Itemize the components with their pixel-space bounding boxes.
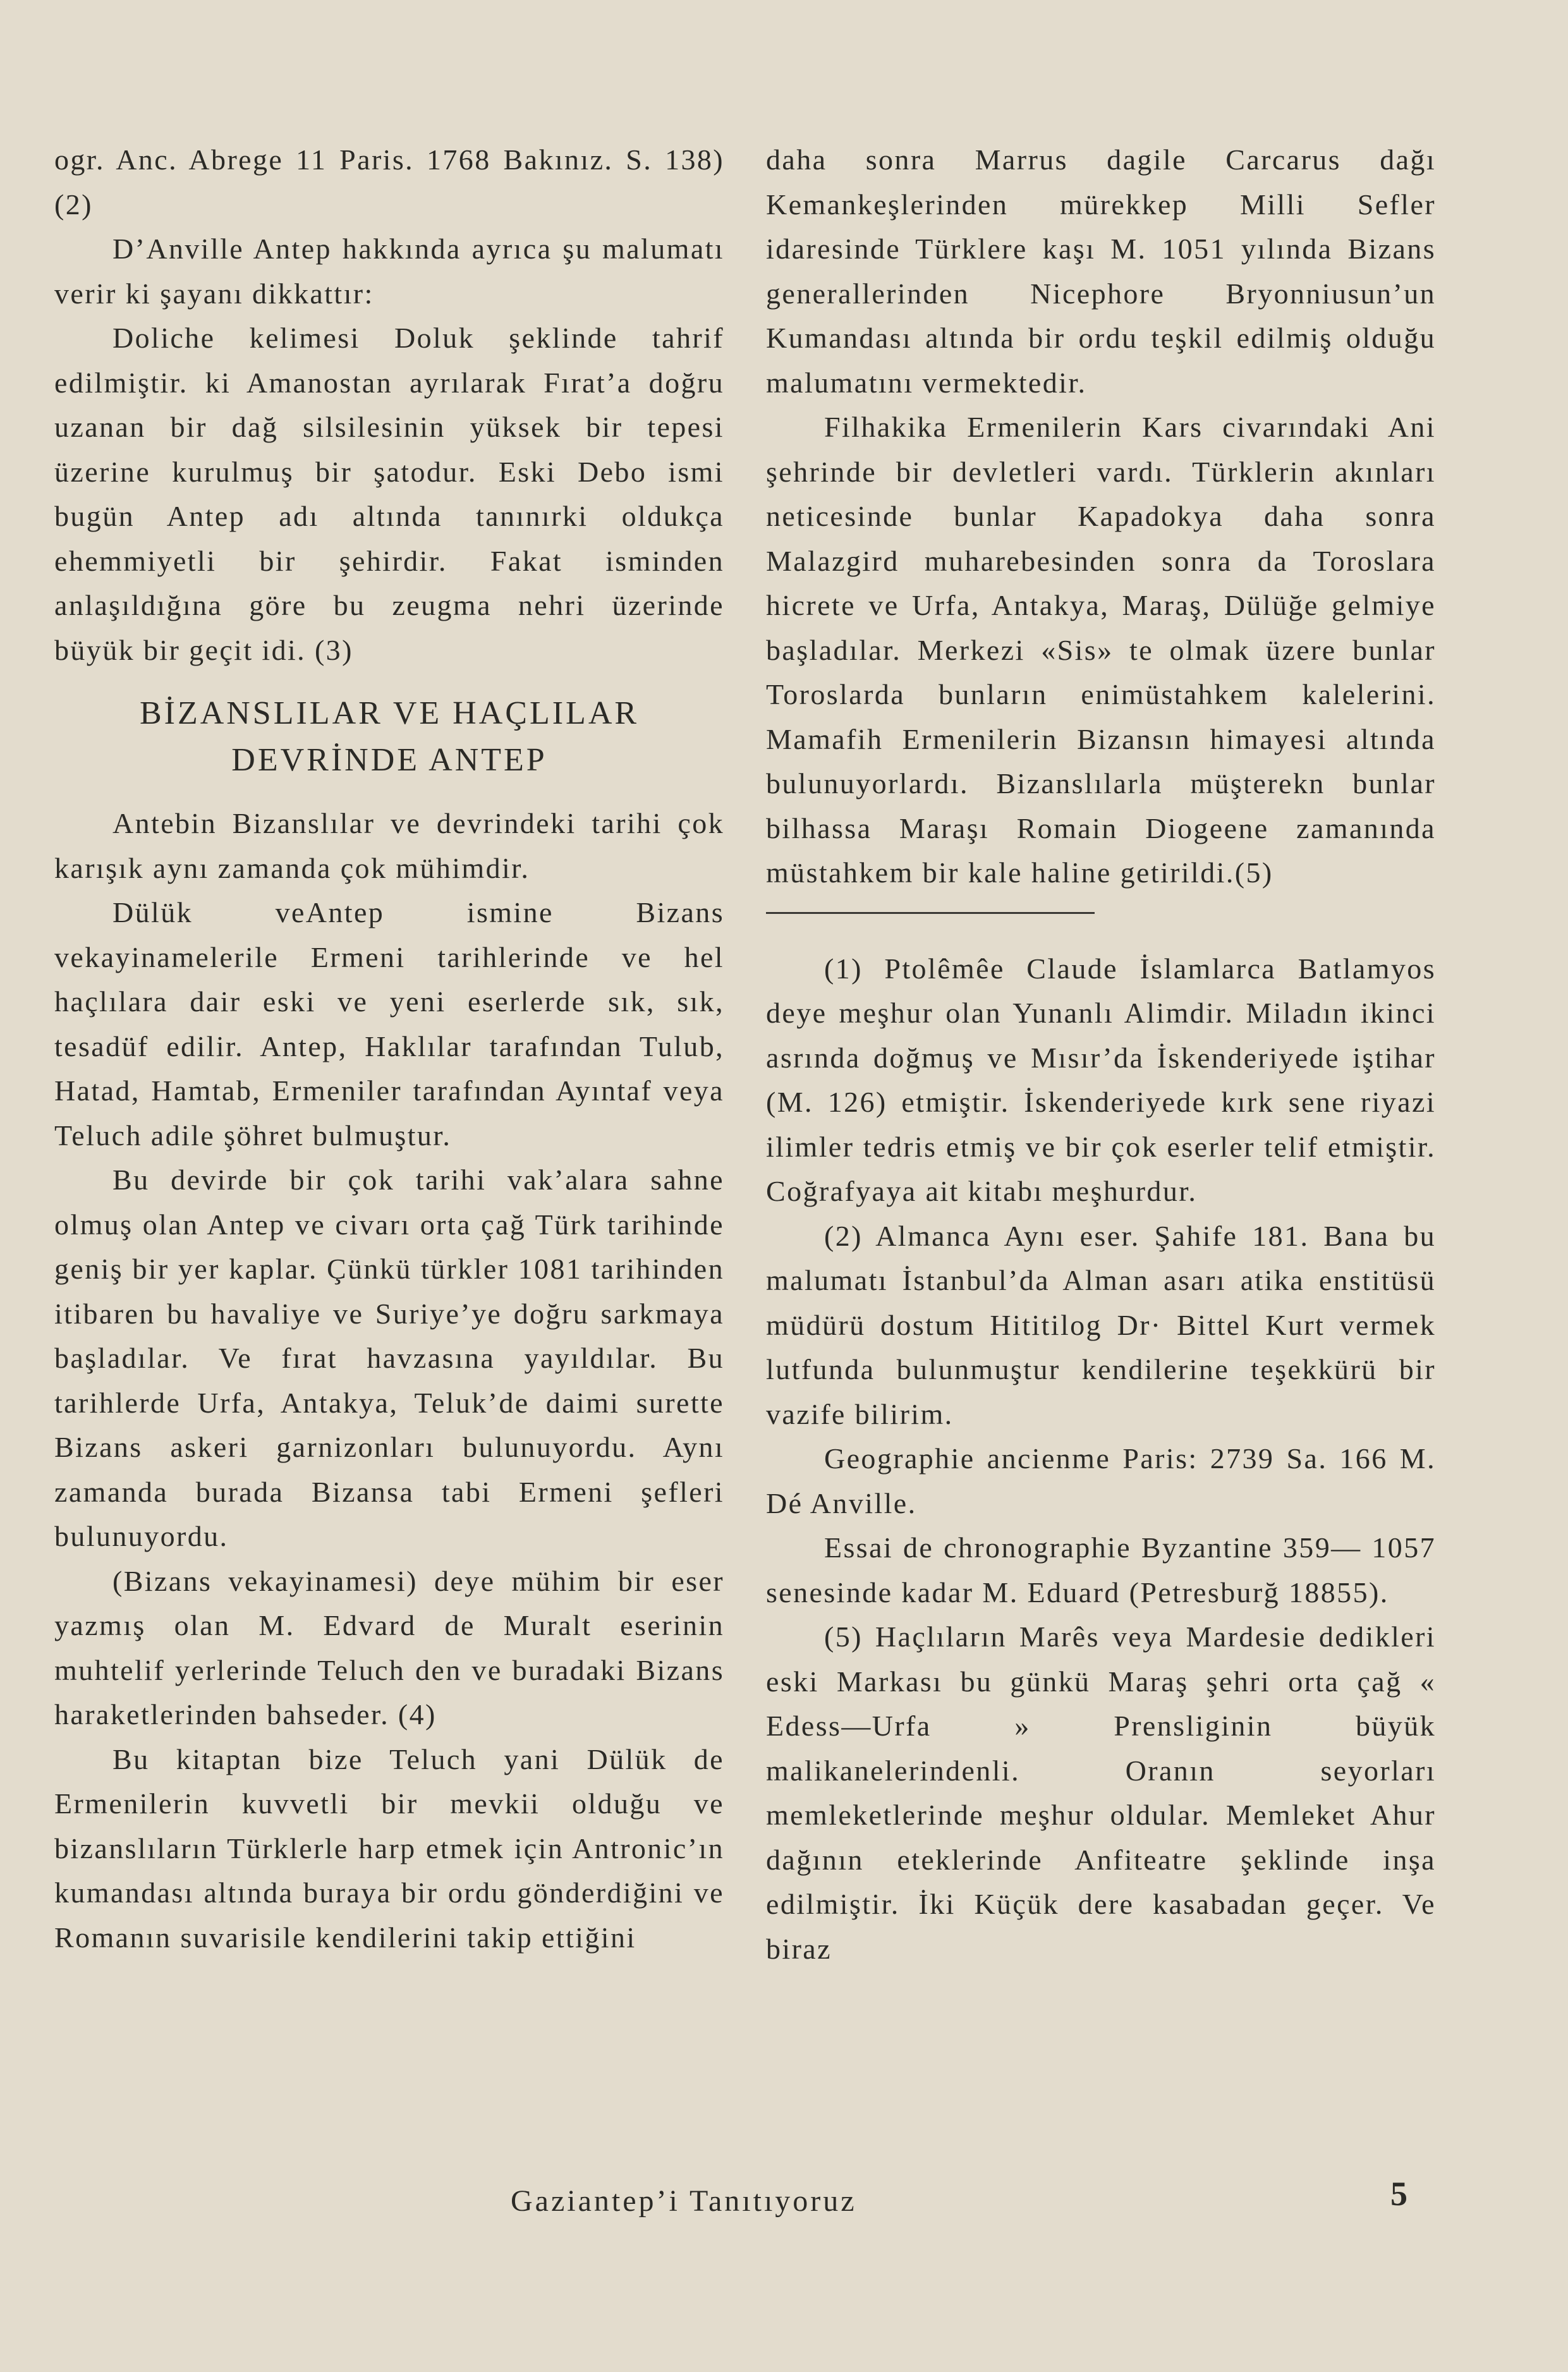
footnote: (5) Haçlıların Marês veya Mardesie dedikleri eski Markası bu günkü Maraş şehri orta çağ « Edess—Urfa » Prensliginin büyük malikanelerindenli. Oranın seyorları memleketlerinde meşhur oldular. Memleket Ahur dağının eteklerinde Anfiteatre şeklinde inşa edilmiştir. İki Küçük dere kasabadan geçer. Ve biraz — [766, 1621, 1436, 1965]
footnote: (2) Almanca Aynı eser. Şahife 181. Bana bu malumatı İstanbul’da Alman asarı atika enstitüsü müdürü dostum Hititilog Dr· Bittel Kurt vermek lutfunda bulunmuştur kendilerine teşekkürü bir vazife bilirim. — [766, 1219, 1436, 1430]
left-column — [54, 138, 724, 1960]
section-heading: BİZANSLILAR VE HAÇLILAR — [139, 695, 640, 731]
paragraph: ogr. Anc. Abrege 11 Paris. 1768 Bakınız. S. 138) (2) — [54, 143, 724, 221]
right-column — [766, 138, 1436, 1971]
footnote-divider — [766, 912, 1095, 914]
paragraph: Dülük veAntep ismine Bizans vekayinamelerile Ermeni tarihlerinde ve hel haçlılara dair eski ve yeni eserlerde sık, sık, tesadüf edilir. Antep, Haklılar tarafından Tulub, Hatad, Hamtab, Ermeniler tarafından Ayıntaf veya Teluch adile şöhret bulmuştur. — [54, 896, 724, 1152]
footnote: Geographie ancienme Paris: 2739 Sa. 166 M. Dé Anville. — [766, 1442, 1436, 1519]
paragraph: daha sonra Marrus dagile Carcarus dağı Kemankeşlerinden mürekkep Milli Sefler idaresinde Türklere kaşı M. 1051 yılında Bizans generallerinden Nicephore Bryonniusun’un Kumandası altında bir ordu teşkil edilmiş olduğu malumatını vermektedir. — [766, 143, 1436, 399]
paragraph: D’Anville Antep hakkında ayrıca şu malumatı verir ki şayanı dikkattır: — [54, 233, 724, 310]
paragraph: Antebin Bizanslılar ve devrindeki tarihi çok karışık aynı zamanda çok mühimdir. — [54, 807, 724, 884]
section-heading-sub: DEVRİNDE ANTEP — [231, 742, 547, 778]
paragraph: Bu kitaptan bize Teluch yani Dülük de Ermenilerin kuvvetli bir mevkii olduğu ve bizanslıların Türklerle harp etmek için Antronic’ın kumandası altında buraya bir ordu gönderdiğini ve Romanın suvarisile kendilerini takip ettiğini — [54, 1743, 724, 1954]
page-number: 5 — [1390, 2175, 1407, 2213]
paragraph: Filhakika Ermenilerin Kars civarındaki Ani şehrinde bir devletleri vardı. Türklerin akınları neticesinde bunlar Kapadokya daha sonra Malazgird muharebesinden sonra da Toroslara hicrete ve Urfa, Antakya, Maraş, Dülüğe gelmiye başladılar. Merkezi «Sis» te olmak üzere bunlar Toroslarda bunların enimüstahkem kalelerini. Mamafih Ermenilerin Bizansın himayesi altında bulunuyorlardı. Bizanslılarla müşterekn bunlar bilhassa Maraşı Romain Diogeene zamanında müstahkem bir kale haline getirildi.(5) — [766, 411, 1436, 889]
paragraph: (Bizans vekayinamesi) deye mühim bir eser yazmış olan M. Edvard de Muralt eserinin muhtelif yerlerinde Teluch den ve buradaki Bizans haraketlerinden bahseder. (4) — [54, 1564, 724, 1730]
footnote: Essai de chronographie Byzantine 359— 1057 senesinde kadar M. Eduard (Petresburğ 18855). — [766, 1531, 1436, 1609]
paragraph: Doliche kelimesi Doluk şeklinde tahrif edilmiştir. ki Amanostan ayrılarak Fırat’a doğru uzanan bir dağ silsilesinin yüksek bir tepesi üzerine kurulmuş bir şatodur. Eski Debo ismi bugün Antep adı altında tanınırki oldukça ehemmiyetli bir şehirdir. Fakat isminden anlaşıldığına göre bu zeugma nehri üzerinde büyük bir geçit idi. (3) — [54, 322, 724, 666]
running-footer: Gaziantep’i Tanıtıyoruz — [511, 2184, 857, 2218]
footnote: (1) Ptolêmêe Claude İslamlarca Batlamyos deye meşhur olan Yunanlı Alimdir. Miladın ikinci asrında doğmuş ve Mısır’da İskenderiyede iştihar (M. 126) etmiştir. İskenderiyede kırk sene riyazi ilimler tedris etmiş ve bir çok eserler telif etmiştir. Coğrafyaya ait kitabı meşhurdur. — [766, 952, 1436, 1207]
paragraph: Bu devirde bir çok tarihi vak’alara sahne olmuş olan Antep ve civarı orta çağ Türk tarihinde geniş bir yer kaplar. Çünkü türkler 1081 tarihinden itibaren bu havaliye ve Suriye’ye doğru sarkmaya başladılar. Ve fırat havzasına yayıldılar. Bu tarihlerde Urfa, Antakya, Teluk’de daimi surette Bizans askeri garnizonları bulunuyordu. Aynı zamanda burada Bizansa tabi Ermeni şefleri bulunuyordu. — [54, 1164, 724, 1552]
